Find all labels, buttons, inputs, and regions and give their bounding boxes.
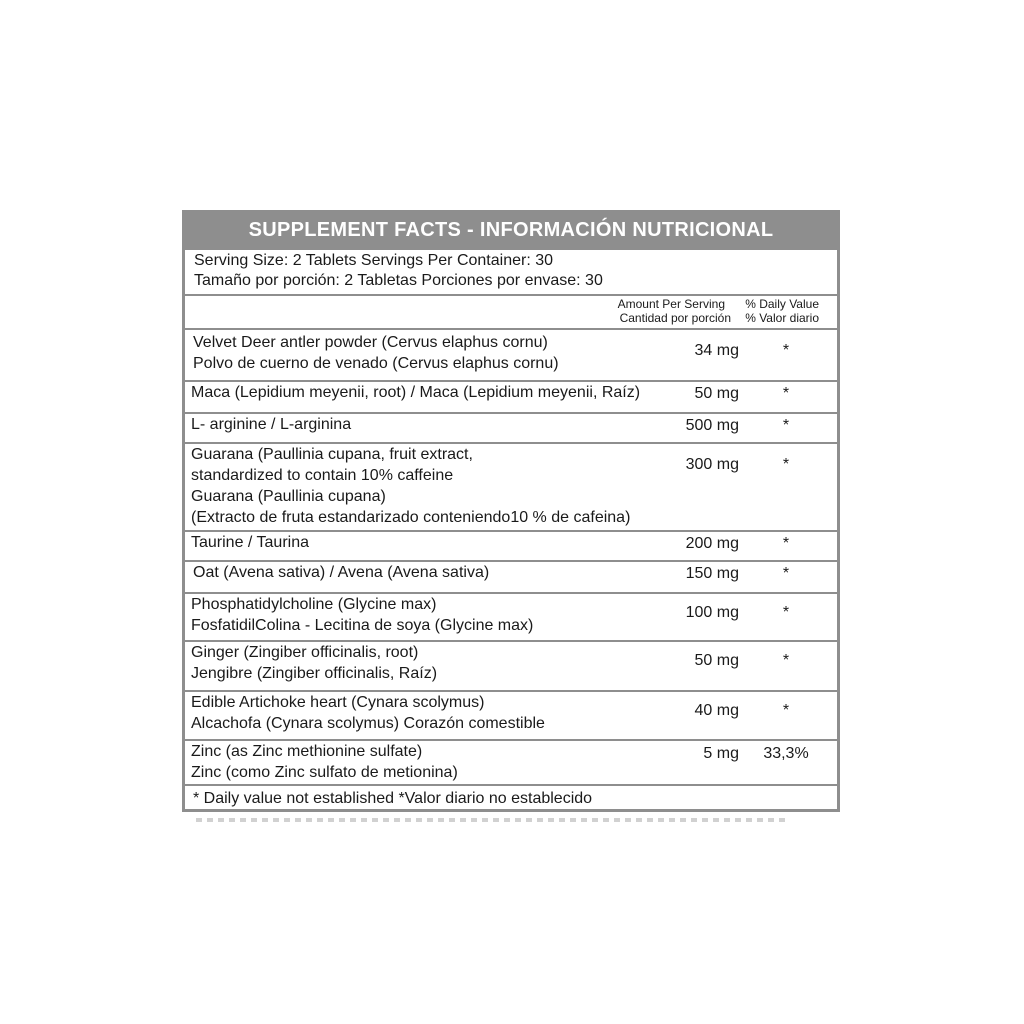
ingredient-name-line: FosfatidilColina - Lecitina de soya (Glycine max): [191, 617, 534, 634]
amount-value: 50 mg: [694, 385, 739, 402]
dv-header-en: % Daily Value: [745, 297, 819, 311]
amount-value: 40 mg: [694, 702, 739, 719]
panel-title: SUPPLEMENT FACTS - INFORMACIÓN NUTRICIONAL: [185, 210, 837, 250]
daily-value: *: [782, 652, 790, 669]
ingredient-name-line: Jengibre (Zingiber officinalis, Raíz): [191, 665, 438, 682]
amount-value: 200 mg: [685, 535, 739, 552]
amount-value: 50 mg: [694, 652, 739, 669]
daily-value: 33,3%: [763, 745, 809, 762]
ingredient-name-line: standardized to contain 10% caffeine: [191, 467, 454, 484]
ingredient-name-line: Ginger (Zingiber officinalis, root): [191, 644, 419, 661]
ingredient-name-line: Zinc (como Zinc sulfato de metionina): [191, 764, 458, 781]
amount-header-es: Cantidad por porción: [619, 311, 731, 325]
ingredient-name-line: Polvo de cuerno de venado (Cervus elaphus cornu): [193, 355, 559, 372]
daily-value: *: [782, 535, 790, 552]
ingredient-name-line: Maca (Lepidium meyenii, root) / Maca (Lepidium meyenii, Raíz): [191, 384, 641, 401]
cropped-text-remnant: [196, 818, 786, 822]
daily-value: *: [782, 456, 790, 473]
row-divider: [185, 784, 837, 786]
amount-value: 5 mg: [703, 745, 739, 762]
daily-value: *: [782, 417, 790, 434]
serving-size-en: Serving Size: 2 Tablets Servings Per Container: 30: [194, 252, 554, 269]
ingredient-name-line: Guarana (Paullinia cupana, fruit extract,: [191, 446, 473, 463]
amount-value: 500 mg: [685, 417, 739, 434]
daily-value: *: [782, 565, 790, 582]
ingredient-name-line: Edible Artichoke heart (Cynara scolymus): [191, 694, 485, 711]
divider: [185, 294, 837, 296]
amount-value: 150 mg: [685, 565, 739, 582]
footnote: * Daily value not established *Valor diario no establecido: [193, 790, 593, 807]
amount-value: 300 mg: [685, 456, 739, 473]
amount-header-en: Amount Per Serving: [617, 297, 725, 311]
serving-size-es: Tamaño por porción: 2 Tabletas Porciones por envase: 30: [194, 272, 603, 289]
ingredient-name-line: Taurine / Taurina: [191, 534, 309, 551]
daily-value: *: [782, 604, 790, 621]
ingredient-name-line: Alcachofa (Cynara scolymus) Corazón comestible: [191, 715, 545, 732]
divider: [185, 328, 837, 330]
ingredient-name-line: (Extracto de fruta estandarizado conteniendo10 % de cafeina): [191, 509, 631, 526]
daily-value: *: [782, 385, 790, 402]
ingredient-name-line: Phosphatidylcholine (Glycine max): [191, 596, 437, 613]
daily-value: *: [782, 342, 790, 359]
ingredient-name-line: Zinc (as Zinc methionine sulfate): [191, 743, 423, 760]
supplement-facts-panel: [182, 210, 840, 812]
daily-value: *: [782, 702, 790, 719]
amount-value: 100 mg: [685, 604, 739, 621]
ingredient-name-line: L- arginine / L-arginina: [191, 416, 352, 433]
amount-value: 34 mg: [694, 342, 739, 359]
ingredient-name-line: Oat (Avena sativa) / Avena (Avena sativa): [193, 564, 490, 581]
ingredient-name-line: Velvet Deer antler powder (Cervus elaphus cornu): [193, 334, 548, 351]
ingredient-name-line: Guarana (Paullinia cupana): [191, 488, 386, 505]
dv-header-es: % Valor diario: [745, 311, 819, 325]
